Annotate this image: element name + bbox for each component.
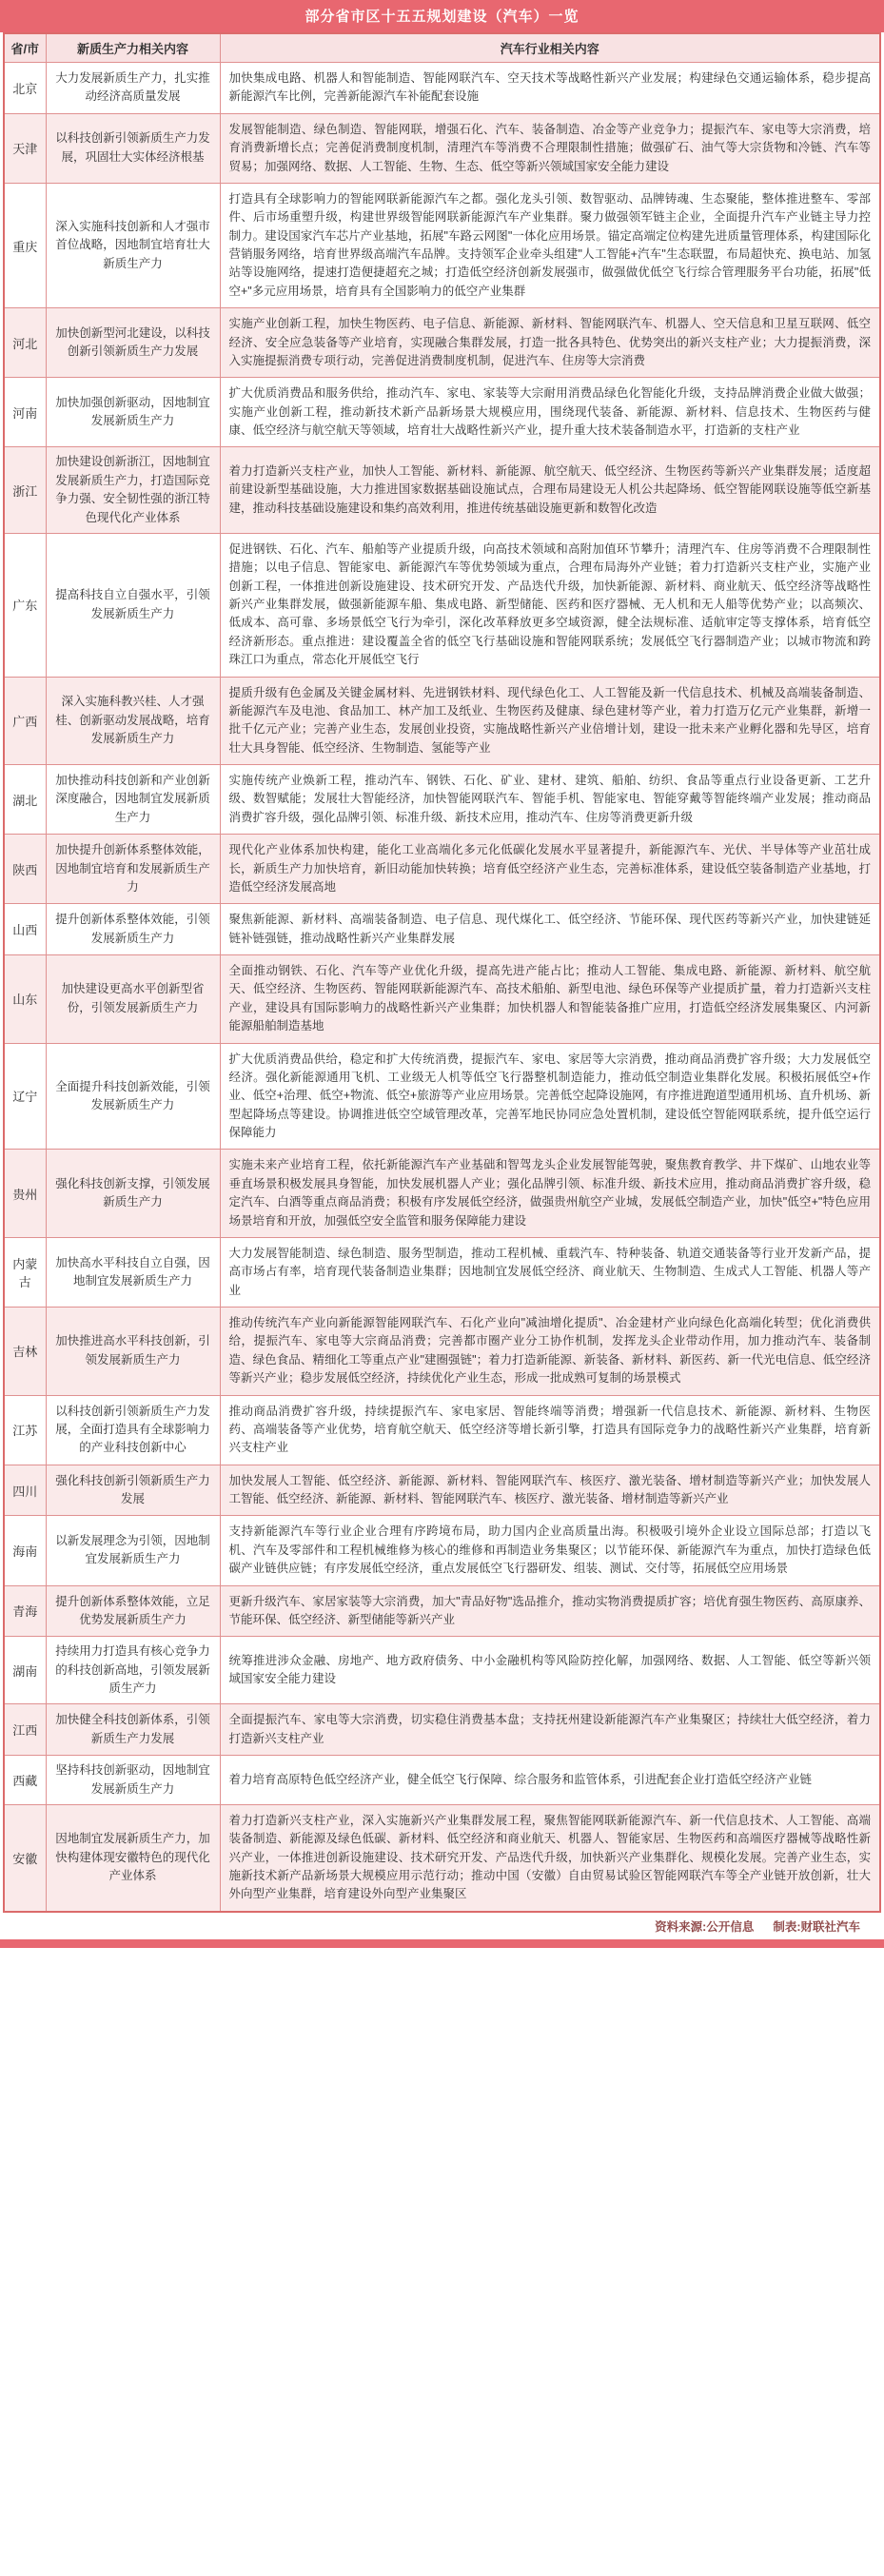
auto-cell: 着力打造新兴支柱产业，深入实施新兴产业集群发展工程，聚焦智能网联新能源汽车、新一代信息技术、人工智能、高端装备制造、新能源及绿色低碳、新材料、低空经济和商业航天、机器人、智能家居、生物医药和高端医疗器械等战略性新兴产业，一体推进创新设施建设、技术研究开发、产品迭代升级，加快新兴产业集群化、规模化发展。完善产业生态，实施新技术新产品新场景大规模应用示范行动；推动中国（安徽）自由贸易试验区智能网联汽车等全产业链开放创新，壮大外向型产业集群，培育建设外向型产业集聚区	[220, 1804, 880, 1911]
table-body	[4, 63, 880, 1912]
province-cell: 安徽	[4, 1804, 46, 1911]
province-cell: 西藏	[4, 1756, 46, 1805]
nqpl-cell: 加快高水平科技自立自强，因地制宜发展新质生产力	[46, 1237, 220, 1307]
province-cell: 浙江	[4, 447, 46, 534]
nqpl-cell: 提升创新体系整体效能，引领发展新质生产力	[46, 904, 220, 955]
auto-cell: 扩大优质消费品和服务供给，推动汽车、家电、家装等大宗耐用消费品绿色化智能化升级，支持品牌消费企业做大做强；实施产业创新工程，推动新技术新产品新场景大规模应用，围绕现代装备、新能源、新材料、信息技术、生物医药与健康、低空经济与航空航天等领域，培育壮大战略性新兴产业，提升重大技术装备制造水平，打造新的支柱产业	[220, 378, 880, 447]
nqpl-cell: 以科技创新引领新质生产力发展，全面打造具有全球影响力的产业科技创新中心	[46, 1395, 220, 1465]
province-cell: 北京	[4, 63, 46, 114]
province-cell: 江西	[4, 1704, 46, 1756]
auto-cell: 全面提振汽车、家电等大宗消费，切实稳住消费基本盘；支持抚州建设新能源汽车产业集聚区；持续壮大低空经济，着力打造新兴支柱产业	[220, 1704, 880, 1756]
table-row	[4, 1637, 880, 1704]
nqpl-cell: 加快推动科技创新和产业创新深度融合，因地制宜发展新质生产力	[46, 765, 220, 835]
nqpl-cell: 加快推进高水平科技创新，引领发展新质生产力	[46, 1308, 220, 1396]
table-row	[4, 904, 880, 955]
nqpl-cell: 加快创新型河北建设，以科技创新引领新质生产力发展	[46, 308, 220, 378]
nqpl-cell: 深入实施科教兴桂、人才强桂、创新驱动发展战略，培育发展新质生产力	[46, 677, 220, 765]
auto-cell: 着力打造新兴支柱产业，加快人工智能、新材料、新能源、航空航天、低空经济、生物医药等新兴产业集群发展；适度超前建设新型基础设施，大力推进国家数据基础设施试点，合理布局建设无人机公共起降场、低空智能网联设施等低空新基建，推动科技基础设施建设和集约高效利用，推进传统基础设施更新和数智化改造	[220, 447, 880, 534]
province-cell: 吉林	[4, 1308, 46, 1396]
auto-cell: 大力发展智能制造、绿色制造、服务型制造，推动工程机械、重载汽车、特种装备、轨道交通装备等行业开发新产品，提高市场占有率，培育现代装备制造业集群；因地制宜发展低空经济、商业航天、生物制造、生成式人工智能、机器人等产业	[220, 1237, 880, 1307]
province-cell: 河南	[4, 378, 46, 447]
nqpl-cell: 大力发展新质生产力，扎实推动经济高质量发展	[46, 63, 220, 114]
province-cell: 贵州	[4, 1150, 46, 1238]
nqpl-cell: 强化科技创新支撑，引领发展新质生产力	[46, 1150, 220, 1238]
table-row	[4, 533, 880, 677]
province-cell: 辽宁	[4, 1043, 46, 1150]
auto-cell: 着力培育高原特色低空经济产业，健全低空飞行保障、综合服务和监管体系，引进配套企业打造低空经济产业链	[220, 1756, 880, 1805]
province-cell: 四川	[4, 1465, 46, 1516]
table-row	[4, 1043, 880, 1150]
auto-cell: 提质升级有色金属及关键金属材料、先进钢铁材料、现代绿色化工、人工智能及新一代信息技术、机械及高端装备制造、新能源汽车及电池、食品加工、林产加工及纸业、生物医药及健康、绿色建材等产业，着力打造万亿元产业集群，新增一批千亿元产业；完善产业生态，发展创业投资，实施战略性新兴产业倍增计划，建设一批未来产业孵化器和先导区，培育壮大具身智能、低空经济、生物制造、氢能等产业	[220, 677, 880, 765]
province-cell: 重庆	[4, 183, 46, 307]
province-cell: 天津	[4, 113, 46, 183]
nqpl-cell: 深入实施科技创新和人才强市首位战略，因地制宜培育壮大新质生产力	[46, 183, 220, 307]
auto-cell: 加快集成电路、机器人和智能制造、智能网联汽车、空天技术等战略性新兴产业发展；构建绿色交通运输体系，稳步提高新能源汽车比例，完善新能源汽车补能配套设施	[220, 63, 880, 114]
nqpl-cell: 全面提升科技创新效能，引领发展新质生产力	[46, 1043, 220, 1150]
province-cell: 湖南	[4, 1637, 46, 1704]
table-row	[4, 835, 880, 904]
table-row	[4, 1756, 880, 1805]
table-row	[4, 1150, 880, 1238]
table-row	[4, 378, 880, 447]
province-cell: 河北	[4, 308, 46, 378]
province-cell: 山西	[4, 904, 46, 955]
column-header-auto: 汽车行业相关内容	[220, 33, 880, 63]
table-row	[4, 447, 880, 534]
auto-cell: 促进钢铁、石化、汽车、船舶等产业提质升级，向高技术领域和高附加值环节攀升；清理汽车、住房等消费不合理限制性措施；以电子信息、智能家电、新能源汽车等优势领域为重点，合理布局海外产业链；着力打造新兴支柱产业，实施产业创新工程，一体推进创新设施建设、技术研究开发、产品迭代升级，加快新能源、新材料、商业航天、低空经济等战略性新兴产业集群发展，做强新能源车船、集成电路、新型储能、医药和医疗器械、无人机和无人船等优势产业；以高频次、低成本、高可靠、多场景低空飞行为牵引，深化改革释放更多空域资源，健全法规标准、适航审定等支撑体系，培育低空经济新形态。重点推进：建设覆盖全省的低空飞行基础设施和智能网联系统；发展低空飞行器制造产业；以城市物流和跨珠江口为重点，常态化开展低空飞行	[220, 533, 880, 677]
auto-cell: 打造具有全球影响力的智能网联新能源汽车之都。强化龙头引领、数智驱动、品牌铸魂、生态聚能，整体推进整车、零部件、后市场重塑升级，构建世界级智能网联新能源汽车产业集群。聚力做强领军链主企业，全面提升汽车产业链主导力控制力。建设国家汽车芯片产业基地，拓展"车路云网图"一体化应用场景。锚定高端定位构建先进质量管理体系，构建国际化营销服务网络，培育世界级高端汽车品牌。支持领军企业牵头组建"人工智能+汽车"生态联盟，布局超快充、换电站、加氢站等设施网络，提速打造便捷超充之城；打造低空经济创新发展强市，做强做优低空飞行综合管理服务平台功能，拓展"低空+"多元应用场景，培育具有全国影响力的低空产业集群	[220, 183, 880, 307]
auto-cell: 推动传统汽车产业向新能源智能网联汽车、石化产业向"减油增化提质"、冶金建材产业向绿色化高端化转型；优化消费供给，提振汽车、家电等大宗商品消费；完善都市圈产业分工协作机制，发挥龙头企业带动作用，加力推动汽车、装备制造、绿色食品、精细化工等重点产业"建圈强链"；着力打造新能源、新装备、新材料、新医药、新一代光电信息、低空经济等新兴产业；稳步发展低空经济，持续优化产业生态，形成一批成熟可复制的场景模式	[220, 1308, 880, 1396]
province-cell: 广东	[4, 533, 46, 677]
auto-cell: 全面推动钢铁、石化、汽车等产业优化升级，提高先进产能占比；推动人工智能、集成电路、新能源、新材料、航空航天、低空经济、生物医药、智能网联新能源汽车、高技术船舶、新型电池、绿色环保等产业提质扩量，着力打造新兴支柱产业，建设具有国际影响力的战略性新兴产业集群；加快机器人和智能装备推广应用，打造低空经济发展集聚区、内河新能源船舶制造基地	[220, 955, 880, 1044]
table-row	[4, 113, 880, 183]
nqpl-cell: 因地制宜发展新质生产力，加快构建体现安徽特色的现代化产业体系	[46, 1804, 220, 1911]
nqpl-cell: 提高科技自立自强水平，引领发展新质生产力	[46, 533, 220, 677]
province-cell: 江苏	[4, 1395, 46, 1465]
auto-cell: 聚焦新能源、新材料、高端装备制造、电子信息、现代煤化工、低空经济、节能环保、现代医药等新兴产业，加快建链延链补链强链，推动战略性新兴产业集群发展	[220, 904, 880, 955]
table-row	[4, 1308, 880, 1396]
auto-cell: 支持新能源汽车等行业企业合理有序跨境布局，助力国内企业高质量出海。积极吸引境外企业设立国际总部；打造以飞机、汽车及零部件和工程机械维修为核心的维修和再制造业务集聚区；以节能环保、新能源汽车为重点，加快打造绿色低碳产业链供应链；有序发展低空经济，重点发展低空飞行器研发、组装、测试、交付等，拓展低空应用场景	[220, 1516, 880, 1585]
nqpl-cell: 持续用力打造具有核心竞争力的科技创新高地，引领发展新质生产力	[46, 1637, 220, 1704]
table-row	[4, 765, 880, 835]
province-cell: 青海	[4, 1585, 46, 1637]
table-row	[4, 955, 880, 1044]
plan-table	[3, 32, 881, 1913]
nqpl-cell: 以新发展理念为引领，因地制宜发展新质生产力	[46, 1516, 220, 1585]
column-header-province: 省/市	[4, 33, 46, 63]
auto-cell: 推动商品消费扩容升级，持续提振汽车、家电家居、智能终端等消费；增强新一代信息技术、新能源、新材料、生物医药、高端装备等产业优势，培育航空航天、低空经济等增长新引擎，打造具有国际竞争力的战略性新兴产业集群，培育新兴支柱产业	[220, 1395, 880, 1465]
nqpl-cell: 以科技创新引领新质生产力发展，巩固壮大实体经济根基	[46, 113, 220, 183]
province-cell: 内蒙古	[4, 1237, 46, 1307]
auto-cell: 更新升级汽车、家居家装等大宗消费，加大"青品好物"选品推介，推动实物消费提质扩容；培优育强生物医药、高原康养、节能环保、低空经济、新型储能等新兴产业	[220, 1585, 880, 1637]
table-row	[4, 1395, 880, 1465]
auto-cell: 实施未来产业培育工程，依托新能源汽车产业基础和智驾龙头企业发展智能驾驶，聚焦教育教学、井下煤矿、山地农业等垂直场景积极发展具身智能，加快发展机器人产业；强化品牌引领、标准升级、新技术应用，推动商品消费扩容升级，稳定汽车、白酒等重点商品消费；积极有序发展低空经济，做强贵州航空产业城，发展低空制造产业，加快"低空+"特色应用场景培育和开放，加强低空安全监管和服务保障能力建设	[220, 1150, 880, 1238]
nqpl-cell: 加快加强创新驱动，因地制宜发展新质生产力	[46, 378, 220, 447]
footer-note	[3, 1913, 881, 1939]
table-row	[4, 1465, 880, 1516]
data-source-note: 资料来源:公开信息	[655, 1919, 755, 1934]
auto-cell: 统筹推进涉众金融、房地产、地方政府债务、中小金融机构等风险防控化解，加强网络、数据、人工智能、低空等新兴领域国家安全能力建设	[220, 1637, 880, 1704]
nqpl-cell: 强化科技创新引领新质生产力发展	[46, 1465, 220, 1516]
table-row	[4, 63, 880, 114]
page-title: 部分省市区十五五规划建设（汽车）一览	[0, 0, 884, 32]
table-row	[4, 1516, 880, 1585]
nqpl-cell: 加快提升创新体系整体效能，因地制宜培育和发展新质生产力	[46, 835, 220, 904]
auto-cell: 发展智能制造、绿色制造、智能网联，增强石化、汽车、装备制造、冶金等产业竞争力；提振汽车、家电等大宗消费，培育消费新增长点；完善促消费制度机制，清理汽车等消费不合理限制性措施；做强矿石、油气等大宗货物和冷链、汽车等贸易；加强网络、数据、人工智能、生物、生态、低空等新兴领域国家安全能力建设	[220, 113, 880, 183]
column-header-nqpl: 新质生产力相关内容	[46, 33, 220, 63]
table-row	[4, 183, 880, 307]
table-row	[4, 677, 880, 765]
auto-cell: 现代化产业体系加快构建，能化工业高端化多元化低碳化发展水平显著提升，新能源汽车、光伏、半导体等产业茁壮成长，新质生产力加快培育，新旧动能加快转换；培育低空经济产业生态，完善标准体系，建设低空装备制造产业基地，打造低空经济发展高地	[220, 835, 880, 904]
nqpl-cell: 加快建设更高水平创新型省份，引领发展新质生产力	[46, 955, 220, 1044]
table-header	[4, 33, 880, 63]
nqpl-cell: 坚持科技创新驱动，因地制宜发展新质生产力	[46, 1756, 220, 1805]
province-cell: 山东	[4, 955, 46, 1044]
header-row	[4, 33, 880, 63]
province-cell: 广西	[4, 677, 46, 765]
nqpl-cell: 加快健全科技创新体系，引领新质生产力发展	[46, 1704, 220, 1756]
auto-cell: 扩大优质消费品供给，稳定和扩大传统消费，提振汽车、家电、家居等大宗消费，推动商品消费扩容升级；大力发展低空经济。强化新能源通用飞机、工业级无人机等低空飞行器整机制造能力，推动低空制造业集群化发展。积极拓展低空+作业、低空+治理、低空+物流、低空+旅游等产业应用场景。完善低空起降设施网，有序推进跑道型通用机场、直升机场、新型起降场点等建设。协调推进低空空域管理改革，完善军地民协同应急处置机制，建设低空智能网联系统，提升低空运行保障能力	[220, 1043, 880, 1150]
bottom-accent-bar	[0, 1939, 884, 1948]
table-row	[4, 1704, 880, 1756]
province-cell: 陕西	[4, 835, 46, 904]
table-row	[4, 308, 880, 378]
plan-table-container	[3, 32, 881, 1913]
table-row	[4, 1804, 880, 1911]
auto-cell: 实施传统产业焕新工程，推动汽车、钢铁、石化、矿业、建材、建筑、船舶、纺织、食品等重点行业设备更新、工艺升级、数智赋能；发展壮大智能经济，加快智能网联汽车、智能手机、智能家电、智能穿戴等智能终端产业发展；推动商品消费扩容升级，强化品牌引领、标准升级、新技术应用，推动汽车、住房等消费更新升级	[220, 765, 880, 835]
nqpl-cell: 提升创新体系整体效能，立足优势发展新质生产力	[46, 1585, 220, 1637]
province-cell: 湖北	[4, 765, 46, 835]
auto-cell: 加快发展人工智能、低空经济、新能源、新材料、智能网联汽车、核医疗、激光装备、增材制造等新兴产业；加快发展人工智能、低空经济、新能源、新材料、智能网联汽车、核医疗、激光装备、增材制造等新兴产业	[220, 1465, 880, 1516]
auto-cell: 实施产业创新工程，加快生物医药、电子信息、新能源、新材料、智能网联汽车、机器人、空天信息和卫星互联网、低空经济、安全应急装备等产业培育，实现融合集群发展，打造一批各具特色、优势突出的新兴支柱产业；大力提振消费，深入实施提振消费专项行动，完善促进消费制度机制，促进汽车、住房等大宗消费	[220, 308, 880, 378]
province-cell: 海南	[4, 1516, 46, 1585]
table-row	[4, 1237, 880, 1307]
table-row	[4, 1585, 880, 1637]
nqpl-cell: 加快建设创新浙江，因地制宜发展新质生产力，打造国际竞争力强、安全韧性强的浙江特色现代化产业体系	[46, 447, 220, 534]
table-maker-note: 制表:财联社汽车	[773, 1919, 860, 1934]
